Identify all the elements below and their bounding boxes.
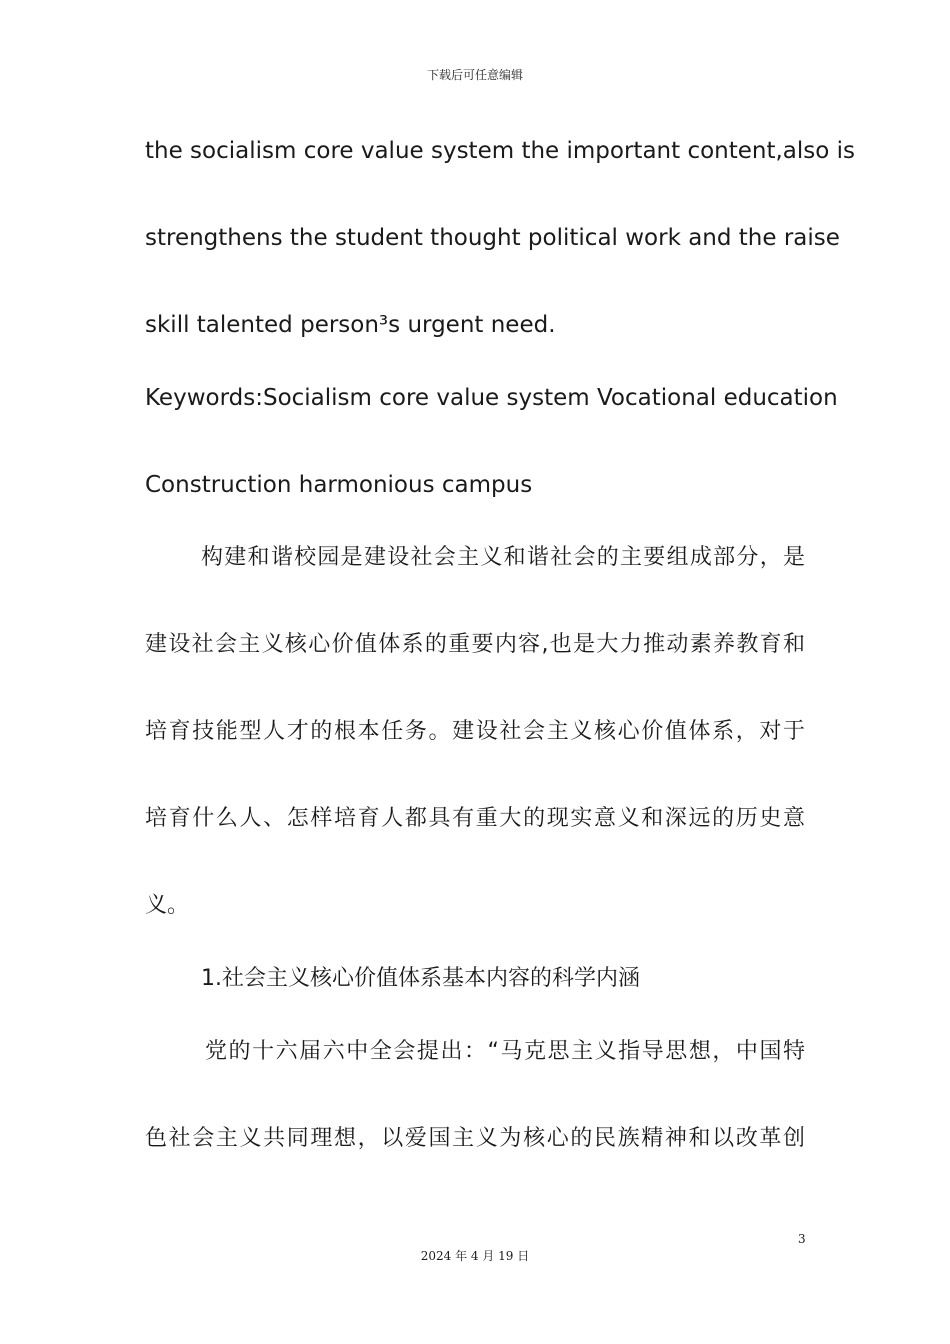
abstract-line-1: the socialism core value system the important content,also is [145, 138, 856, 164]
page-header: 下载后可任意编辑 [426, 68, 523, 82]
section-heading: 1.社会主义核心价值体系基本内容的科学内涵 [201, 966, 640, 991]
paragraph-1-line-5: 义。 [145, 893, 190, 918]
keywords-line-2: Construction harmonious campus [145, 472, 533, 498]
abstract-line-2: strengthens the student thought political work and the raise [145, 225, 840, 251]
paragraph-2-line-2: 色社会主义共同理想，以爱国主义为核心的民族精神和以改革创 [145, 1126, 805, 1151]
abstract-line-3: skill talented person³s urgent need. [145, 312, 556, 338]
paragraph-1-line-3: 培育技能型人才的根本任务。建设社会主义核心价值体系，对于 [145, 719, 805, 744]
paragraph-1-line-1: 构建和谐校园是建设社会主义和谐社会的主要组成部分，是 [201, 545, 805, 570]
paragraph-2-line-1: 党的十六届六中全会提出：“马克思主义指导思想，中国特 [205, 1039, 805, 1064]
footer-date: 2024 年 4 月 19 日 [420, 1249, 530, 1263]
keywords-line-1: Keywords:Socialism core value system Vocational education [145, 385, 838, 411]
paragraph-1-line-4: 培育什么人、怎样培育人都具有重大的现实意义和深远的历史意 [145, 806, 805, 831]
page-number: 3 [798, 1232, 806, 1246]
paragraph-1-line-2: 建设社会主义核心价值体系的重要内容,也是大力推动素养教育和 [145, 632, 805, 657]
